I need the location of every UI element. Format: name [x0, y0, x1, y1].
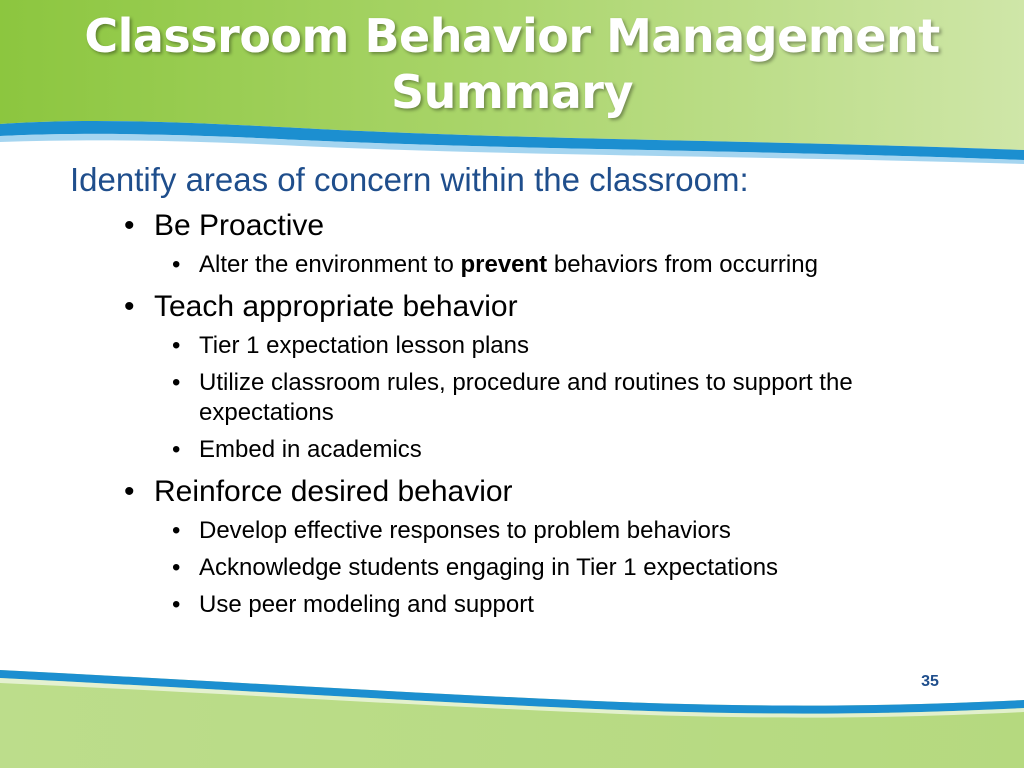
sub-bullet-text: Use peer modeling and support [199, 591, 534, 618]
bullet-label: Reinforce desired behavior [154, 475, 513, 508]
slide-body [70, 158, 970, 627]
list-item [154, 435, 939, 465]
list-item [154, 250, 939, 280]
sub-bullet-list [154, 250, 970, 280]
footer-wave-background [0, 650, 1024, 768]
sub-bullet-text: Acknowledge students engaging in Tier 1 expectations [199, 554, 779, 581]
main-bullet-list [70, 206, 970, 620]
sub-bullet-text-start: Alter the environment to [199, 251, 461, 278]
list-item [154, 590, 939, 620]
sub-bullet-text: Utilize classroom rules, procedure and routines to support the expectations [199, 369, 853, 426]
bullet-icon: • [172, 591, 181, 618]
bullet-icon: • [172, 517, 181, 544]
bullet-icon: • [172, 554, 181, 581]
list-item [70, 206, 970, 280]
list-item [154, 516, 939, 546]
sub-bullet-text: Embed in academics [199, 436, 422, 463]
list-item [70, 472, 970, 620]
sub-bullet-list [154, 516, 970, 620]
bullet-icon: • [172, 332, 181, 359]
slide-title: Classroom Behavior Management Summary [84, 9, 940, 119]
bullet-icon: • [172, 436, 181, 463]
emphasis-text: prevent [460, 251, 548, 278]
section-heading: Identify areas of concern within the classroom: [70, 161, 749, 198]
bullet-icon: • [124, 290, 135, 323]
sub-bullet-text: Tier 1 expectation lesson plans [199, 332, 529, 359]
sub-bullet-text: Develop effective responses to problem behaviors [199, 517, 731, 544]
sub-bullet-text-end: behaviors from occurring [547, 251, 818, 278]
list-item [154, 368, 939, 428]
sub-bullet-list [154, 331, 970, 465]
bullet-icon: • [124, 475, 135, 508]
list-item [70, 287, 970, 465]
bullet-label: Teach appropriate behavior [154, 290, 518, 323]
list-item [154, 331, 939, 361]
bullet-label: Be Proactive [154, 209, 325, 242]
list-item [154, 553, 939, 583]
bullet-icon: • [172, 369, 181, 396]
bullet-icon: • [172, 251, 181, 278]
bullet-icon: • [124, 209, 135, 242]
page-number: 35 [921, 673, 939, 690]
